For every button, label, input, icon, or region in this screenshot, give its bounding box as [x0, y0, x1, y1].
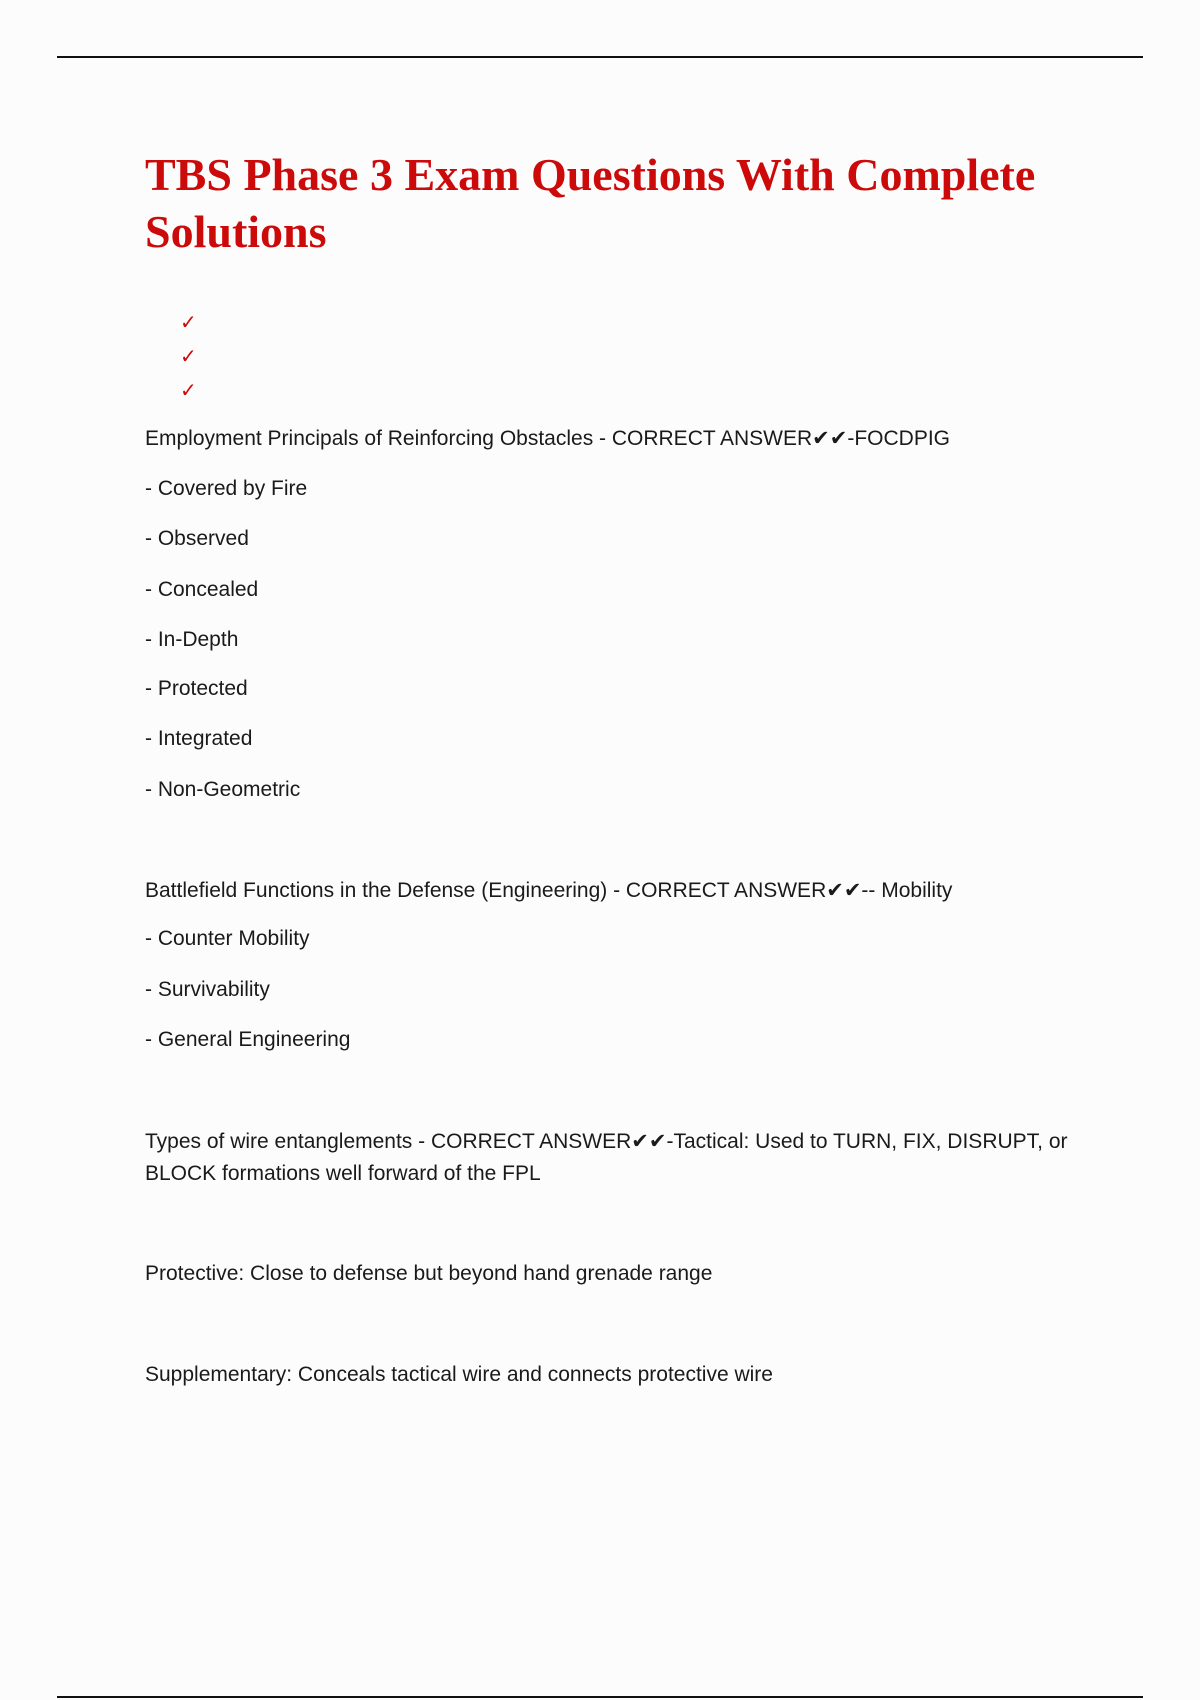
q2-item: - Survivability: [145, 978, 270, 1001]
q3-supplementary: Supplementary: Conceals tactical wire and connects protective wire: [145, 1363, 773, 1386]
check-mark-list: [180, 305, 197, 407]
q1-item: - Covered by Fire: [145, 477, 308, 500]
q3-protective: Protective: Close to defense but beyond hand grenade range: [145, 1262, 713, 1285]
q2-item: - General Engineering: [145, 1028, 351, 1051]
q1-item: - Non-Geometric: [145, 778, 301, 801]
document-title: TBS Phase 3 Exam Questions With Complete Solutions: [145, 149, 1036, 257]
q1-item: - In-Depth: [145, 628, 239, 651]
check-mark-icon: ✓: [180, 344, 197, 368]
q2-item: - Counter Mobility: [145, 927, 310, 950]
check-mark-icon: ✓: [180, 310, 197, 334]
check-mark-icon: ✓: [180, 378, 197, 402]
q1-item: - Integrated: [145, 727, 253, 750]
q1-item: - Concealed: [145, 578, 259, 601]
q1-item: - Observed: [145, 527, 249, 550]
q1-question: Employment Principals of Reinforcing Obstacles - CORRECT ANSWER✔✔-FOCDPIG: [145, 427, 951, 450]
q1-item: - Protected: [145, 677, 248, 700]
footer-rule: [57, 1696, 1143, 1698]
header-rule: [57, 56, 1143, 58]
q2-question: Battlefield Functions in the Defense (Engineering) - CORRECT ANSWER✔✔-- Mobility: [145, 879, 953, 902]
q3-question: Types of wire entanglements - CORRECT ANSWER✔✔-Tactical: Used to TURN, FIX, DISRUPT, or BLOCK formations well forward of the FPL: [145, 1130, 1068, 1185]
